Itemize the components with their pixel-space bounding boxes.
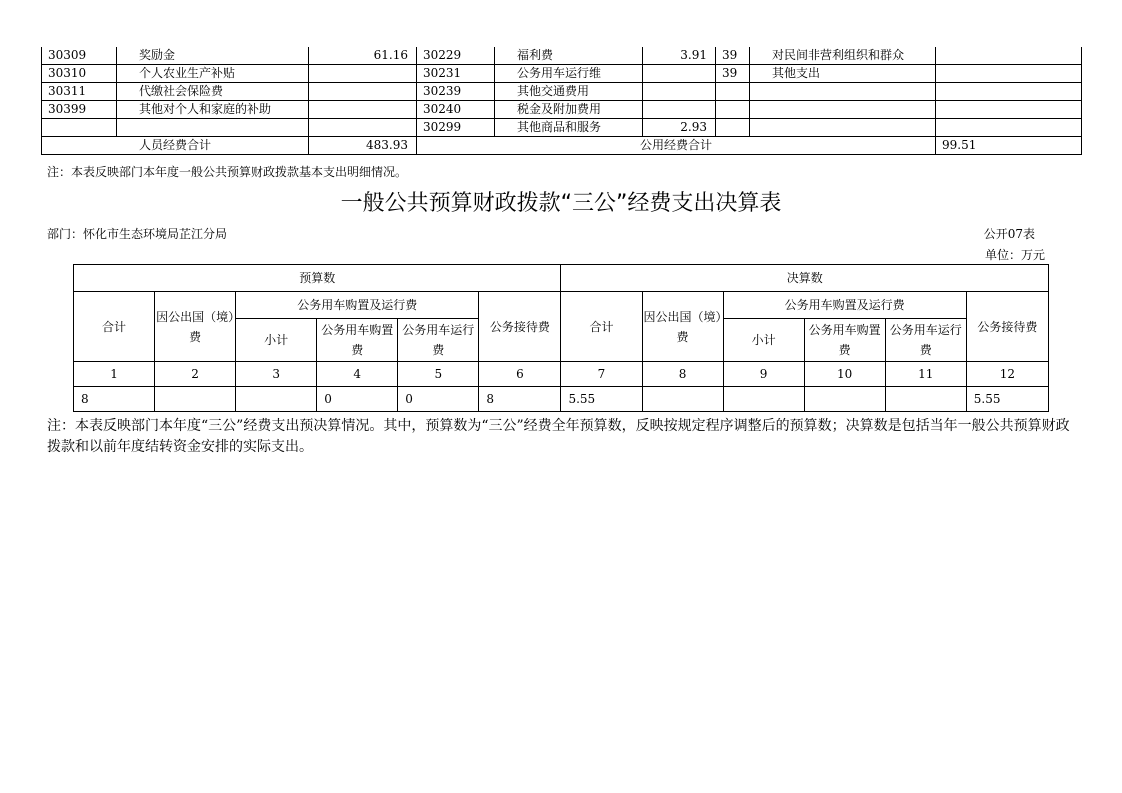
value-cell: 0	[398, 387, 479, 412]
economic-code: 30399	[42, 101, 117, 119]
budget-total-header: 合计	[74, 292, 155, 362]
column-index: 10	[804, 362, 885, 387]
table-row	[42, 83, 1082, 101]
item-amount	[936, 65, 1082, 83]
economic-code: 30310	[42, 65, 117, 83]
item-amount	[936, 83, 1082, 101]
public-total-label: 公用经费合计	[417, 137, 936, 155]
economic-code	[42, 119, 117, 137]
item-amount	[936, 101, 1082, 119]
budget-header: 预算数	[74, 265, 561, 292]
column-index: 5	[398, 362, 479, 387]
column-index-row	[74, 362, 1049, 387]
value-cell: 5.55	[561, 387, 642, 412]
value-cell: 8	[74, 387, 155, 412]
value-cell: 0	[317, 387, 398, 412]
economic-code	[716, 119, 750, 137]
value-cell	[885, 387, 966, 412]
budget-car-group-header: 公务用车购置及运行费	[236, 292, 479, 319]
item-name	[750, 119, 936, 137]
item-name: 其他对个人和家庭的补助	[117, 101, 309, 119]
final-car-purchase-header: 公务用车购置费	[804, 319, 885, 362]
column-index: 4	[317, 362, 398, 387]
final-car-group-header: 公务用车购置及运行费	[723, 292, 966, 319]
economic-code: 30229	[417, 47, 495, 65]
three-public-expenses-table	[73, 264, 1049, 412]
value-cell: 8	[479, 387, 561, 412]
item-name: 奖励金	[117, 47, 309, 65]
header-row-1	[74, 265, 1049, 292]
economic-code: 30309	[42, 47, 117, 65]
final-car-operation-header: 公务用车运行费	[885, 319, 966, 362]
economic-code: 30311	[42, 83, 117, 101]
detail-table-body	[42, 47, 1082, 155]
unit-label: 单位：万元	[984, 248, 1045, 262]
final-subtotal-header: 小计	[723, 319, 804, 362]
personnel-total-label: 人员经费合计	[42, 137, 309, 155]
table-row	[42, 47, 1082, 65]
form-number: 公开07表	[983, 227, 1035, 241]
totals-row	[42, 137, 1082, 155]
table-row	[42, 119, 1082, 137]
public-total-value: 99.51	[936, 137, 1082, 155]
item-amount	[309, 101, 417, 119]
value-row	[74, 387, 1049, 412]
column-index: 1	[74, 362, 155, 387]
personnel-total-value: 483.93	[309, 137, 417, 155]
item-name: 对民间非营利组织和群众	[750, 47, 936, 65]
value-cell: 5.55	[966, 387, 1048, 412]
item-name: 个人农业生产补贴	[117, 65, 309, 83]
item-name: 税金及附加费用	[495, 101, 643, 119]
value-cell	[642, 387, 723, 412]
item-amount	[309, 83, 417, 101]
item-amount: 61.16	[309, 47, 417, 65]
item-amount	[936, 119, 1082, 137]
item-name	[750, 83, 936, 101]
value-cell	[236, 387, 317, 412]
three-public-expenses-note: 注：本表反映部门本年度“三公”经费支出预决算情况。其中，预算数为“三公”经费全年预算数，反映按规定程序调整后的预算数；决算数是包括当年一般公共预算财政拨款和以前年度结转资金安排的实际支出。	[47, 418, 1070, 455]
economic-code: 39	[716, 65, 750, 83]
column-index: 7	[561, 362, 642, 387]
detail-table-note: 注：本表反映部门本年度一般公共预算财政拨款基本支出明细情况。	[47, 165, 408, 179]
item-name: 其他商品和服务	[495, 119, 643, 137]
item-amount	[643, 65, 716, 83]
department-label: 部门：怀化市生态环境局芷江分局	[47, 227, 228, 241]
item-name: 公务用车运行维	[495, 65, 643, 83]
budget-subtotal-header: 小计	[236, 319, 317, 362]
economic-code: 30240	[417, 101, 495, 119]
economic-code	[716, 101, 750, 119]
table-row	[42, 65, 1082, 83]
final-total-header: 合计	[561, 292, 642, 362]
budget-car-operation-header: 公务用车运行费	[398, 319, 479, 362]
value-cell	[804, 387, 885, 412]
column-index: 12	[966, 362, 1048, 387]
budget-abroad-header: 因公出国（境）费	[155, 292, 236, 362]
budget-reception-header: 公务接待费	[479, 292, 561, 362]
header-row-2	[74, 292, 1049, 319]
final-header: 决算数	[561, 265, 1049, 292]
column-index: 9	[723, 362, 804, 387]
economic-code	[716, 83, 750, 101]
table-row	[42, 101, 1082, 119]
column-index: 11	[885, 362, 966, 387]
value-cell	[723, 387, 804, 412]
item-name: 福利费	[495, 47, 643, 65]
budget-car-purchase-header: 公务用车购置费	[317, 319, 398, 362]
economic-code: 39	[716, 47, 750, 65]
item-amount	[643, 101, 716, 119]
item-amount: 2.93	[643, 119, 716, 137]
item-amount	[936, 47, 1082, 65]
economic-code: 30231	[417, 65, 495, 83]
item-name: 代缴社会保险费	[117, 83, 309, 101]
column-index: 8	[642, 362, 723, 387]
column-index: 2	[155, 362, 236, 387]
column-index: 6	[479, 362, 561, 387]
value-cell	[155, 387, 236, 412]
final-reception-header: 公务接待费	[966, 292, 1048, 362]
item-amount	[643, 83, 716, 101]
page-title: 一般公共预算财政拨款“三公”经费支出决算表	[340, 191, 782, 216]
item-name: 其他支出	[750, 65, 936, 83]
economic-code: 30239	[417, 83, 495, 101]
item-name: 其他交通费用	[495, 83, 643, 101]
basic-expense-detail-table	[41, 47, 1082, 155]
final-abroad-header: 因公出国（境）费	[642, 292, 723, 362]
item-name	[750, 101, 936, 119]
item-amount	[309, 65, 417, 83]
item-name	[117, 119, 309, 137]
item-amount	[309, 119, 417, 137]
column-index: 3	[236, 362, 317, 387]
item-amount: 3.91	[643, 47, 716, 65]
economic-code: 30299	[417, 119, 495, 137]
